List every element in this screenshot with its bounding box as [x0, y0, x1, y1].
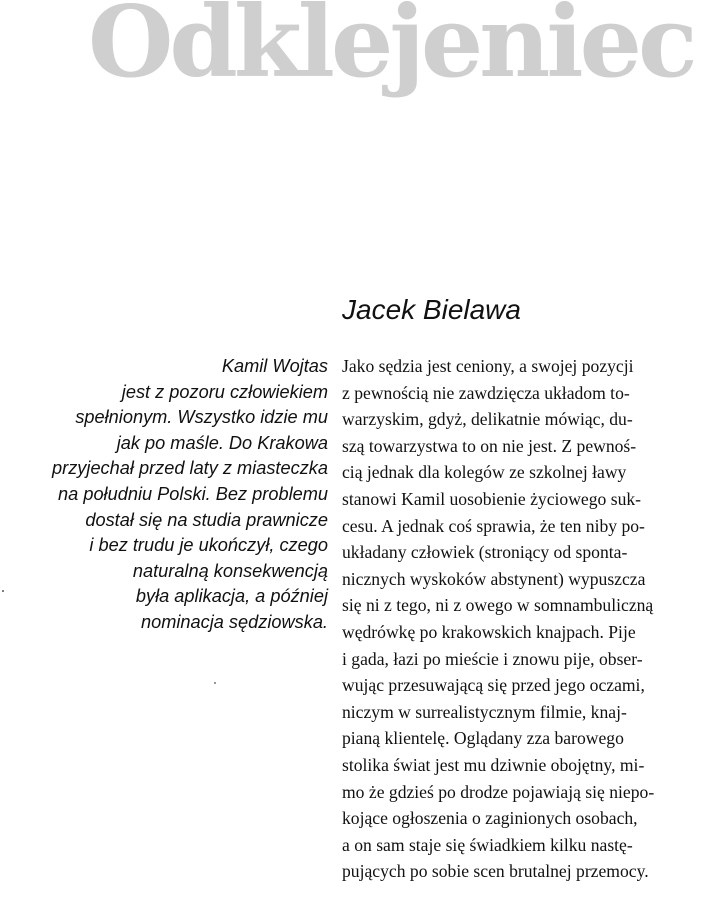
lead-line: spełnionym. Wszystko idzie mu — [75, 407, 328, 428]
body-line: cią jednak dla kolegów ze szkolnej ławy — [342, 462, 627, 483]
lead-line: i bez trudu je ukończył, czego — [89, 535, 328, 556]
body-line: układany człowiek (stroniący od sponta- — [342, 542, 628, 563]
article-title: Odklejeniec — [88, 0, 694, 100]
body-line: warzyskim, gdyż, delikatnie mówiąc, du- — [342, 409, 633, 430]
lead-line: dostał się na studia prawnicze — [85, 509, 328, 530]
body-line: cesu. A jednak coś sprawia, że ten niby po- — [342, 515, 645, 536]
lead-line: naturalną konsekwencją — [132, 560, 328, 581]
body-paragraph — [342, 353, 654, 885]
body-line: stanowi Kamil uosobienie życiowego suk- — [342, 488, 642, 509]
lead-line: przyjechał przed laty z miasteczka — [52, 458, 328, 479]
body-line: a on sam staje się świadkiem kilku nastę- — [342, 834, 633, 855]
body-line: kojące ogłoszenia o zaginionych osobach, — [342, 808, 638, 829]
lead-line: jest z pozoru człowiekiem — [121, 381, 328, 402]
lead-line: nominacja sędziowska. — [140, 611, 328, 632]
lead-line: Kamil Wojtas — [221, 356, 328, 376]
body-line: stolika świat jest mu dziwnie obojętny, mi- — [342, 754, 645, 775]
body-line: i gada, łazi po mieście i znowu pije, obser- — [342, 648, 643, 669]
body-line: pianą klientelę. Oglądany zza barowego — [342, 728, 624, 749]
body-line: się ni z tego, ni z owego w somnambuliczną — [342, 595, 654, 616]
body-line: wędrówkę po krakowskich knajpach. Pije — [342, 621, 636, 642]
body-line: mo że gdzieś po drodze pojawiają się niepo- — [342, 781, 655, 802]
print-speck — [2, 590, 4, 592]
body-line: pujących po sobie scen brutalnej przemocy. — [342, 861, 649, 882]
print-speck — [214, 682, 216, 684]
body-line: nicznych wyskoków abstynent) wypuszcza — [342, 568, 646, 589]
lead-line: jak po maśle. Do Krakowa — [116, 432, 328, 453]
body-line: szą towarzystwa to on nie jest. Z pewnoś- — [342, 435, 637, 456]
author-name: Jacek Bielawa — [342, 294, 521, 325]
body-line: z pewnością nie zawdzięcza układom to- — [342, 382, 630, 403]
lead-line: była aplikacja, a później — [135, 586, 328, 607]
lead-line: na południu Polski. Bez problemu — [58, 483, 328, 504]
body-line: niczym w surrealistycznym filmie, knaj- — [342, 701, 627, 722]
body-line: wując przesuwającą się przed jego oczami, — [342, 675, 645, 696]
body-line: Jako sędzia jest ceniony, a swojej pozycji — [342, 356, 634, 376]
lead-paragraph — [52, 354, 328, 636]
